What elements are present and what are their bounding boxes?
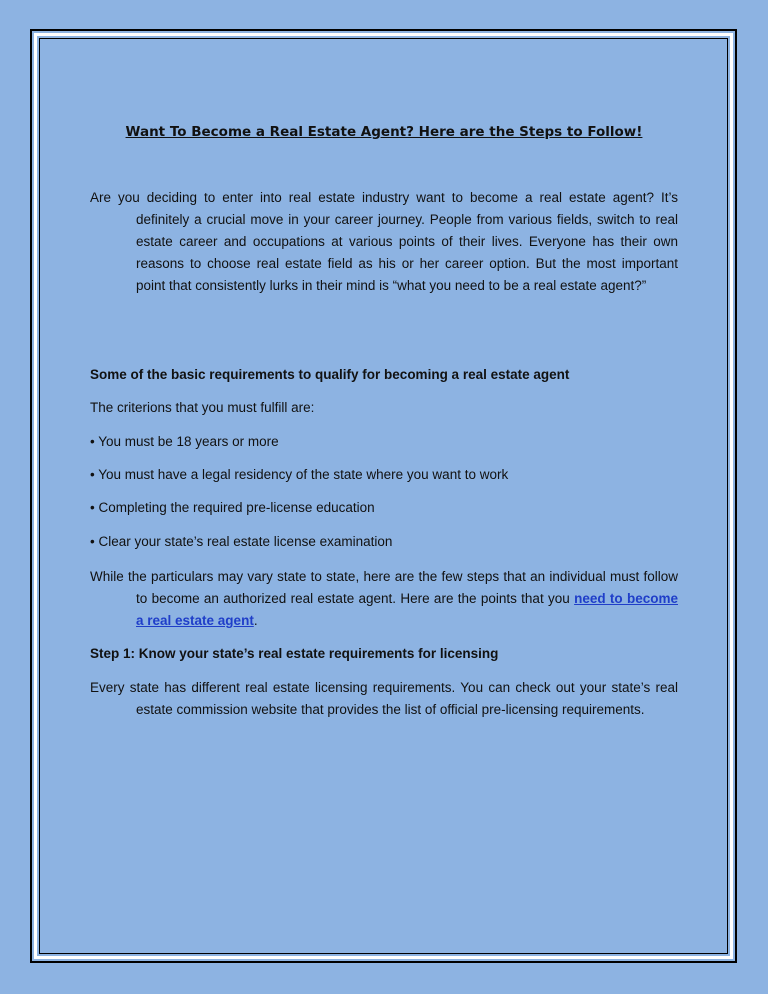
page-border-inner — [39, 38, 728, 954]
step1-paragraph: Every state has different real estate licensing requirements. You can check out your state’s real estate commission website that provides the list of official pre-licensing requirements. — [90, 680, 678, 717]
page-title: Want To Become a Real Estate Agent? Here are the Steps to Follow! — [125, 124, 643, 140]
steps-intro-text: While the particulars may vary state to state, here are the few steps that an individual must follow to become an authorized real estate agent. Here are the points that you — [90, 569, 678, 606]
bullet-item: • You must be 18 years or more — [90, 434, 279, 449]
need-to-become-agent-link[interactable]: need to become a real estate agent — [136, 591, 678, 628]
step1-heading: Step 1: Know your state’s real estate requirements for licensing — [90, 646, 499, 661]
intro-paragraph: Are you deciding to enter into real estate industry want to become a real estate agent? It’s definitely a crucial move in your career journey. People from various fields, switch to real estate career and occupations at various points of their lives. Everyone has their own reasons to choose real estate field as his or her career option. But the most important point that consistently lurks in their mind is “what you need to be a real estate agent?” — [90, 190, 678, 293]
bullet-item: • Completing the required pre-license education — [90, 500, 375, 515]
steps-intro-end: . — [253, 613, 258, 628]
steps-intro-paragraph — [90, 566, 678, 632]
bullet-item: • Clear your state’s real estate license examination — [90, 534, 393, 549]
bullet-item: • You must have a legal residency of the state where you want to work — [90, 467, 509, 482]
criterions-intro: The criterions that you must fulfill are: — [90, 400, 315, 415]
requirements-heading: Some of the basic requirements to qualify for becoming a real estate agent — [90, 367, 570, 382]
